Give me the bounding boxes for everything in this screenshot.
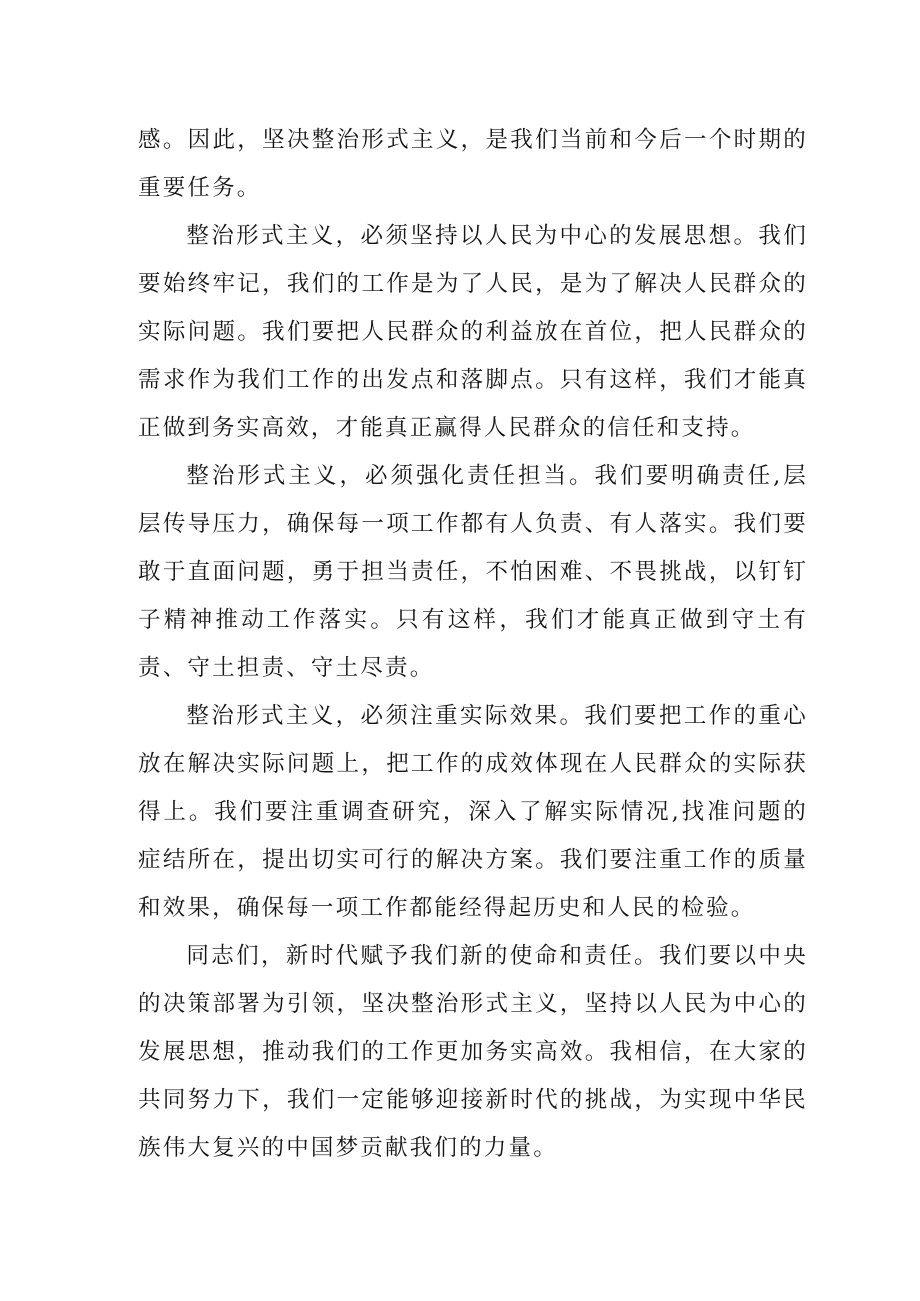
paragraph-responsibility: 整治形式主义，必须强化责任担当。我们要明确责任,层层传导压力，确保每一项工作都有人负责、有人落实。我们要敢于直面问题，勇于担当责任，不怕困难、不畏挑战，以钉钉子精神推动工作落实。只有这样，我们才能真正做到守土有责、守土担责、守土尽责。 — [138, 463, 808, 681]
paragraph-people-centered: 整治形式主义，必须坚持以人民为中心的发展思想。我们要始终牢记，我们的工作是为了人民，是为了解决人民群众的实际问题。我们要把人民群众的利益放在首位，把人民群众的需求作为我们工作的出发点和落脚点。只有这样，我们才能真正做到务实高效，才能真正赢得人民群众的信任和支持。 — [138, 223, 808, 441]
paragraph-continuation: 感。因此，坚决整治形式主义，是我们当前和今后一个时期的重要任务。 — [138, 127, 808, 201]
document-body — [138, 116, 808, 1172]
paragraph-closing: 同志们，新时代赋予我们新的使命和责任。我们要以中央的决策部署为引领，坚决整治形式主义，坚持以人民为中心的发展思想，推动我们的工作更加务实高效。我相信，在大家的共同努力下，我们一定能够迎接新时代的挑战，为实现中华民族伟大复兴的中国梦贡献我们的力量。 — [138, 943, 808, 1161]
paragraph-practical-effect: 整治形式主义，必须注重实际效果。我们要把工作的重心放在解决实际问题上，把工作的成效体现在人民群众的实际获得上。我们要注重调查研究，深入了解实际情况,找准问题的症结所在，提出切实可行的解决方案。我们要注重工作的质量和效果，确保每一项工作都能经得起历史和人民的检验。 — [138, 703, 808, 921]
